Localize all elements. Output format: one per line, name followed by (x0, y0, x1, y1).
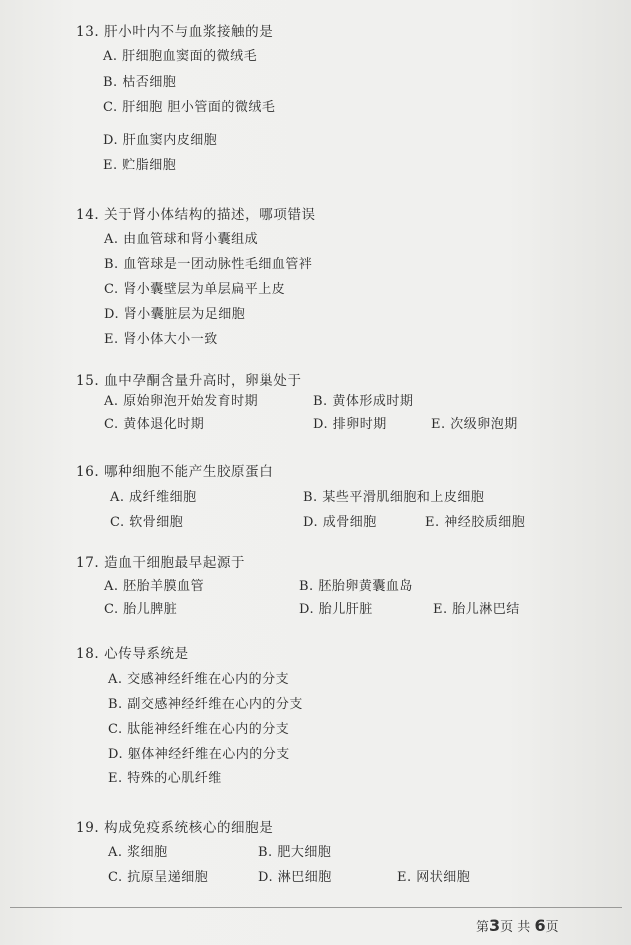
option-b: B. 黄体形成时期 (313, 394, 414, 409)
page-number: 3 (489, 916, 501, 935)
option-a: A. 浆细胞 (108, 845, 168, 860)
option-c: C. 胎儿脾脏 (104, 602, 178, 617)
option-b: B. 肥大细胞 (258, 845, 332, 860)
option-a: A. 交感神经纤维在心内的分支 (108, 672, 290, 687)
option-c: C. 抗原呈递细胞 (108, 870, 209, 885)
option-d: D. 排卵时期 (313, 417, 387, 432)
page-prefix: 第 (476, 920, 490, 935)
question-stem: 16. 哪种细胞不能产生胶原蛋白 (76, 464, 274, 480)
question-stem: 17. 造血干细胞最早起源于 (76, 555, 246, 571)
total-suffix: 页 (545, 920, 559, 935)
option-a: A. 成纤维细胞 (110, 490, 197, 505)
option-e: E. 特殊的心肌纤维 (108, 771, 222, 786)
option-d: D. 淋巴细胞 (258, 870, 332, 885)
page-suffix: 页 共 (500, 920, 531, 935)
option-a: A. 肝细胞血窦面的微绒毛 (103, 49, 258, 64)
option-a: A. 由血管球和肾小囊组成 (104, 232, 259, 247)
question-stem: 18. 心传导系统是 (76, 646, 189, 662)
option-e: E. 贮脂细胞 (103, 158, 177, 173)
option-e: E. 肾小体大小一致 (104, 332, 218, 347)
option-c: C. 肾小囊壁层为单层扁平上皮 (104, 282, 286, 297)
option-a: A. 原始卵泡开始发育时期 (104, 394, 259, 409)
option-b: B. 胚胎卵黄囊血岛 (299, 579, 413, 594)
option-d: D. 肾小囊脏层为足细胞 (104, 307, 246, 322)
option-e: E. 网状细胞 (397, 870, 471, 885)
question-stem: 15. 血中孕酮含量升高时，卵巢处于 (76, 373, 302, 389)
question-stem: 13. 肝小叶内不与血浆接触的是 (76, 24, 274, 40)
option-c: C. 黄体退化时期 (104, 417, 205, 432)
option-b: B. 某些平滑肌细胞和上皮细胞 (303, 490, 485, 505)
option-e: E. 神经胶质细胞 (425, 515, 526, 530)
option-e: E. 胎儿淋巴结 (433, 602, 520, 617)
question-stem: 19. 构成免疫系统核心的细胞是 (76, 820, 274, 836)
option-b: B. 副交感神经纤维在心内的分支 (108, 697, 303, 712)
option-c: C. 肝细胞 胆小管面的微绒毛 (103, 100, 276, 115)
option-b: B. 血管球是一团动脉性毛细血管袢 (104, 257, 313, 272)
option-d: D. 胎儿肝脏 (299, 602, 373, 617)
page-footer (476, 916, 559, 935)
option-d: D. 成骨细胞 (303, 515, 377, 530)
question-stem: 14. 关于肾小体结构的描述，哪项错误 (76, 207, 316, 223)
option-d: D. 肝血窦内皮细胞 (103, 133, 218, 148)
option-d: D. 躯体神经纤维在心内的分支 (108, 747, 290, 762)
footer-divider (10, 907, 622, 908)
option-c: C. 肽能神经纤维在心内的分支 (108, 722, 290, 737)
option-c: C. 软骨细胞 (110, 515, 184, 530)
option-e: E. 次级卵泡期 (431, 417, 518, 432)
total-pages: 6 (534, 916, 546, 935)
option-b: B. 枯否细胞 (103, 75, 177, 90)
option-a: A. 胚胎羊膜血管 (104, 579, 205, 594)
